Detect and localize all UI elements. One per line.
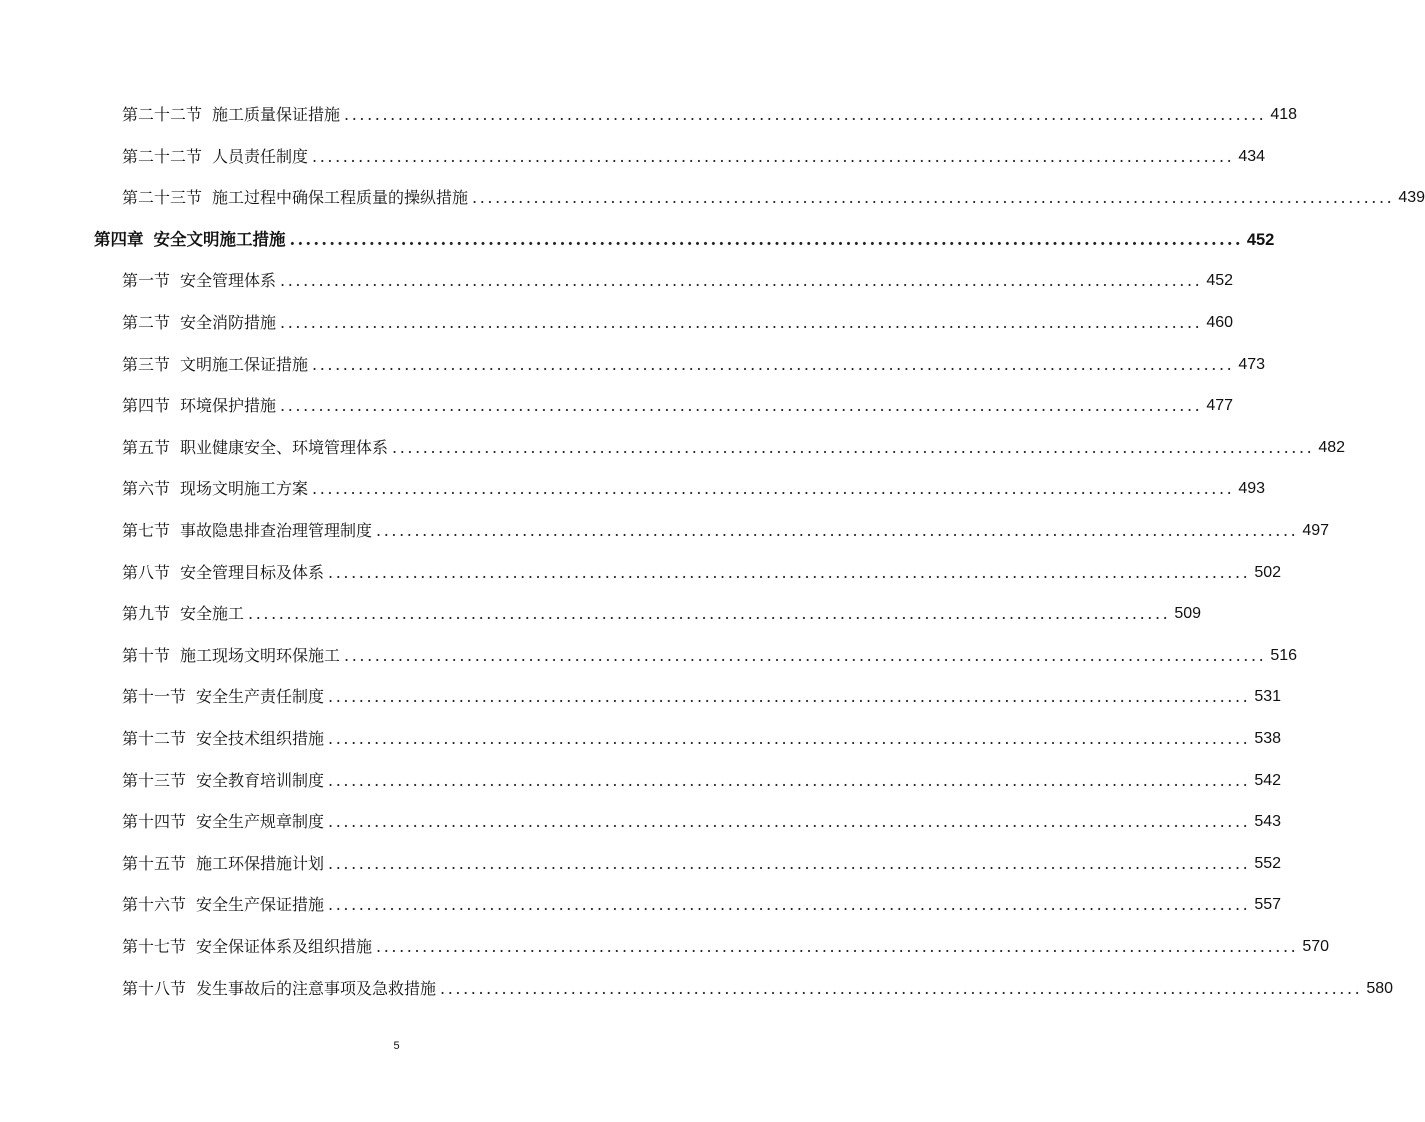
toc-dot-leader: ........................................................................................................................ [248,604,1171,624]
toc-entry-label [122,266,276,296]
toc-entry-title: 现场文明施工方案 [180,479,309,499]
toc-entry-number: 第十一节 [122,687,187,707]
toc-entry-page: 452 [1246,230,1275,249]
toc-entry-number: 第二十二节 [122,105,203,124]
toc-dot-leader: ........................................................................................................................ [280,271,1203,291]
toc-section-entry[interactable] [122,266,1234,296]
toc-dot-leader: ........................................................................................................................ [376,521,1299,540]
toc-entry-title: 安全施工 [180,604,245,624]
toc-dot-leader: ........................................................................................................................ [328,812,1251,832]
toc-entry-page: 473 [1238,355,1266,373]
toc-dot-leader: ........................................................................................................................ [344,645,1267,665]
toc-entry-number: 第十五节 [122,853,187,873]
toc-entry-title: 施工质量保证措施 [212,105,341,124]
toc-entry-page: 557 [1254,896,1282,914]
toc-entry-number: 第十六节 [122,895,187,915]
toc-section-entry[interactable] [122,974,1394,1004]
toc-dot-leader: ........................................................................................................................ [328,562,1251,582]
toc-entry-page: 502 [1254,563,1282,581]
toc-entry-page: 452 [1206,272,1234,290]
toc-dot-leader: ........................................................................................................................ [328,853,1251,873]
toc-entry-label [122,474,308,504]
toc-entry-number: 第二节 [122,313,171,332]
toc-dot-leader: ........................................................................................................................ [312,354,1235,374]
toc-section-entry[interactable] [122,100,1298,130]
toc-entry-number: 第六节 [122,479,171,499]
toc-entry-title: 人员责任制度 [212,146,309,166]
toc-dot-leader: ........................................................................................................................ [328,687,1251,707]
toc-section-entry[interactable] [122,516,1330,546]
toc-dot-leader: ........................................................................................................................ [280,396,1203,416]
toc-section-entry[interactable] [122,766,1282,796]
toc-entry-page: 516 [1270,646,1298,664]
toc-entry-title: 安全生产规章制度 [196,812,325,832]
toc-section-entry[interactable] [122,183,1425,213]
toc-dot-leader: ........................................................................................................................ [328,729,1251,748]
toc-entry-label [122,100,340,130]
toc-entry-label [122,974,436,1004]
toc-entry-title: 安全教育培训制度 [196,770,325,790]
toc-section-entry[interactable] [122,474,1266,504]
toc-entry-page: 538 [1254,730,1282,747]
toc-entry-label [94,225,286,255]
toc-entry-label [122,391,276,421]
toc-entry-number: 第二十二节 [122,146,203,166]
toc-entry-title: 发生事故后的注意事项及急救措施 [196,978,437,998]
toc-entry-page: 439 [1398,189,1425,207]
toc-entry-page: 552 [1254,854,1282,872]
toc-entry-title: 文明施工保证措施 [180,354,309,374]
toc-entry-page: 531 [1254,688,1282,706]
toc-entry-title: 安全技术组织措施 [196,729,325,748]
toc-entry-title: 职业健康安全、环境管理体系 [180,437,389,457]
toc-entry-label [122,599,244,629]
toc-entry-number: 第三节 [122,354,171,374]
toc-entry-label [122,433,388,463]
toc-entry-page: 570 [1302,938,1330,955]
toc-entry-page: 460 [1206,314,1234,331]
toc-entry-number: 第十八节 [122,978,187,998]
toc-entry-label [122,308,276,338]
toc-entry-title: 安全生产保证措施 [196,895,325,915]
toc-dot-leader: ........................................................................................................................ [392,437,1315,457]
toc-section-entry[interactable] [122,724,1282,754]
toc-dot-leader: ........................................................................................................................ [328,770,1251,790]
toc-dot-leader: ........................................................................................................................ [344,105,1267,124]
toc-entry-label [122,724,324,754]
toc-entry-number: 第四节 [122,396,171,416]
toc-entry-label [122,142,308,172]
toc-entry-title: 安全生产责任制度 [196,687,325,707]
toc-entry-label [122,682,324,712]
toc-entry-number: 第八节 [122,562,171,582]
toc-dot-leader: ........................................................................................................................ [289,229,1243,249]
toc-entry-number: 第十节 [122,645,171,665]
page-number: 5 [393,1040,400,1052]
toc-entry-label [122,558,324,588]
toc-section-entry[interactable] [122,599,1202,629]
toc-entry-label [122,849,324,879]
toc-section-entry[interactable] [122,641,1298,671]
toc-dot-leader: ........................................................................................................................ [440,978,1363,998]
toc-entry-number: 第十四节 [122,812,187,832]
toc-chapter-entry[interactable] [94,225,1275,255]
toc-entry-title: 环境保护措施 [180,396,277,416]
toc-entry-title: 安全管理目标及体系 [180,562,325,582]
toc-entry-number: 第四章 [94,229,144,249]
toc-entry-number: 第五节 [122,437,171,457]
toc-entry-page: 542 [1254,771,1282,789]
toc-section-entry[interactable] [122,433,1346,463]
toc-entry-page: 434 [1238,147,1266,165]
toc-entry-title: 安全文明施工措施 [153,229,286,249]
toc-section-entry[interactable] [122,807,1282,837]
toc-entry-label [122,641,340,671]
toc-dot-leader: ........................................................................................................................ [328,895,1251,915]
toc-entry-number: 第七节 [122,521,171,540]
toc-entry-number: 第九节 [122,604,171,624]
toc-entry-title: 施工过程中确保工程质量的操纵措施 [212,188,469,208]
toc-section-entry[interactable] [122,350,1266,380]
toc-section-entry[interactable] [122,308,1234,338]
toc-entry-title: 安全管理体系 [180,271,277,291]
toc-entry-title: 安全消防措施 [180,313,277,332]
toc-section-entry[interactable] [122,890,1282,920]
toc-entry-label [122,183,468,213]
toc-dot-leader: ........................................................................................................................ [312,146,1235,166]
toc-entry-label [122,932,372,962]
toc-dot-leader: ........................................................................................................................ [280,313,1203,332]
toc-entry-title: 事故隐患排查治理管理制度 [180,521,373,540]
toc-entry-label [122,516,372,546]
toc-entry-number: 第一节 [122,271,171,291]
toc-entry-number: 第二十三节 [122,188,203,208]
toc-entry-page: 493 [1238,480,1266,498]
toc-entry-page: 482 [1318,438,1346,456]
toc-section-entry[interactable] [122,142,1266,172]
toc-entry-number: 第十七节 [122,937,187,956]
toc-section-entry[interactable] [122,932,1330,962]
toc-entry-label [122,350,308,380]
toc-entry-number: 第十二节 [122,729,187,748]
toc-dot-leader: ........................................................................................................................ [472,188,1395,208]
toc-entry-label [122,766,324,796]
toc-entry-label [122,890,324,920]
toc-section-entry[interactable] [122,849,1282,879]
toc-entry-label [122,807,324,837]
toc-section-entry[interactable] [122,391,1234,421]
toc-entry-page: 543 [1254,813,1282,831]
toc-entry-page: 477 [1206,397,1234,415]
toc-entry-page: 497 [1302,522,1330,539]
toc-dot-leader: ........................................................................................................................ [312,479,1235,499]
toc-dot-leader: ........................................................................................................................ [376,937,1299,956]
toc-entry-number: 第十三节 [122,770,187,790]
toc-section-entry[interactable] [122,682,1282,712]
toc-entry-title: 施工环保措施计划 [196,853,325,873]
toc-entry-title: 施工现场文明环保施工 [180,645,341,665]
toc-entry-title: 安全保证体系及组织措施 [196,937,373,956]
toc-entry-page: 580 [1366,979,1394,997]
toc-section-entry[interactable] [122,558,1282,588]
toc-entry-page: 418 [1270,106,1298,123]
toc-entry-page: 509 [1174,605,1202,623]
